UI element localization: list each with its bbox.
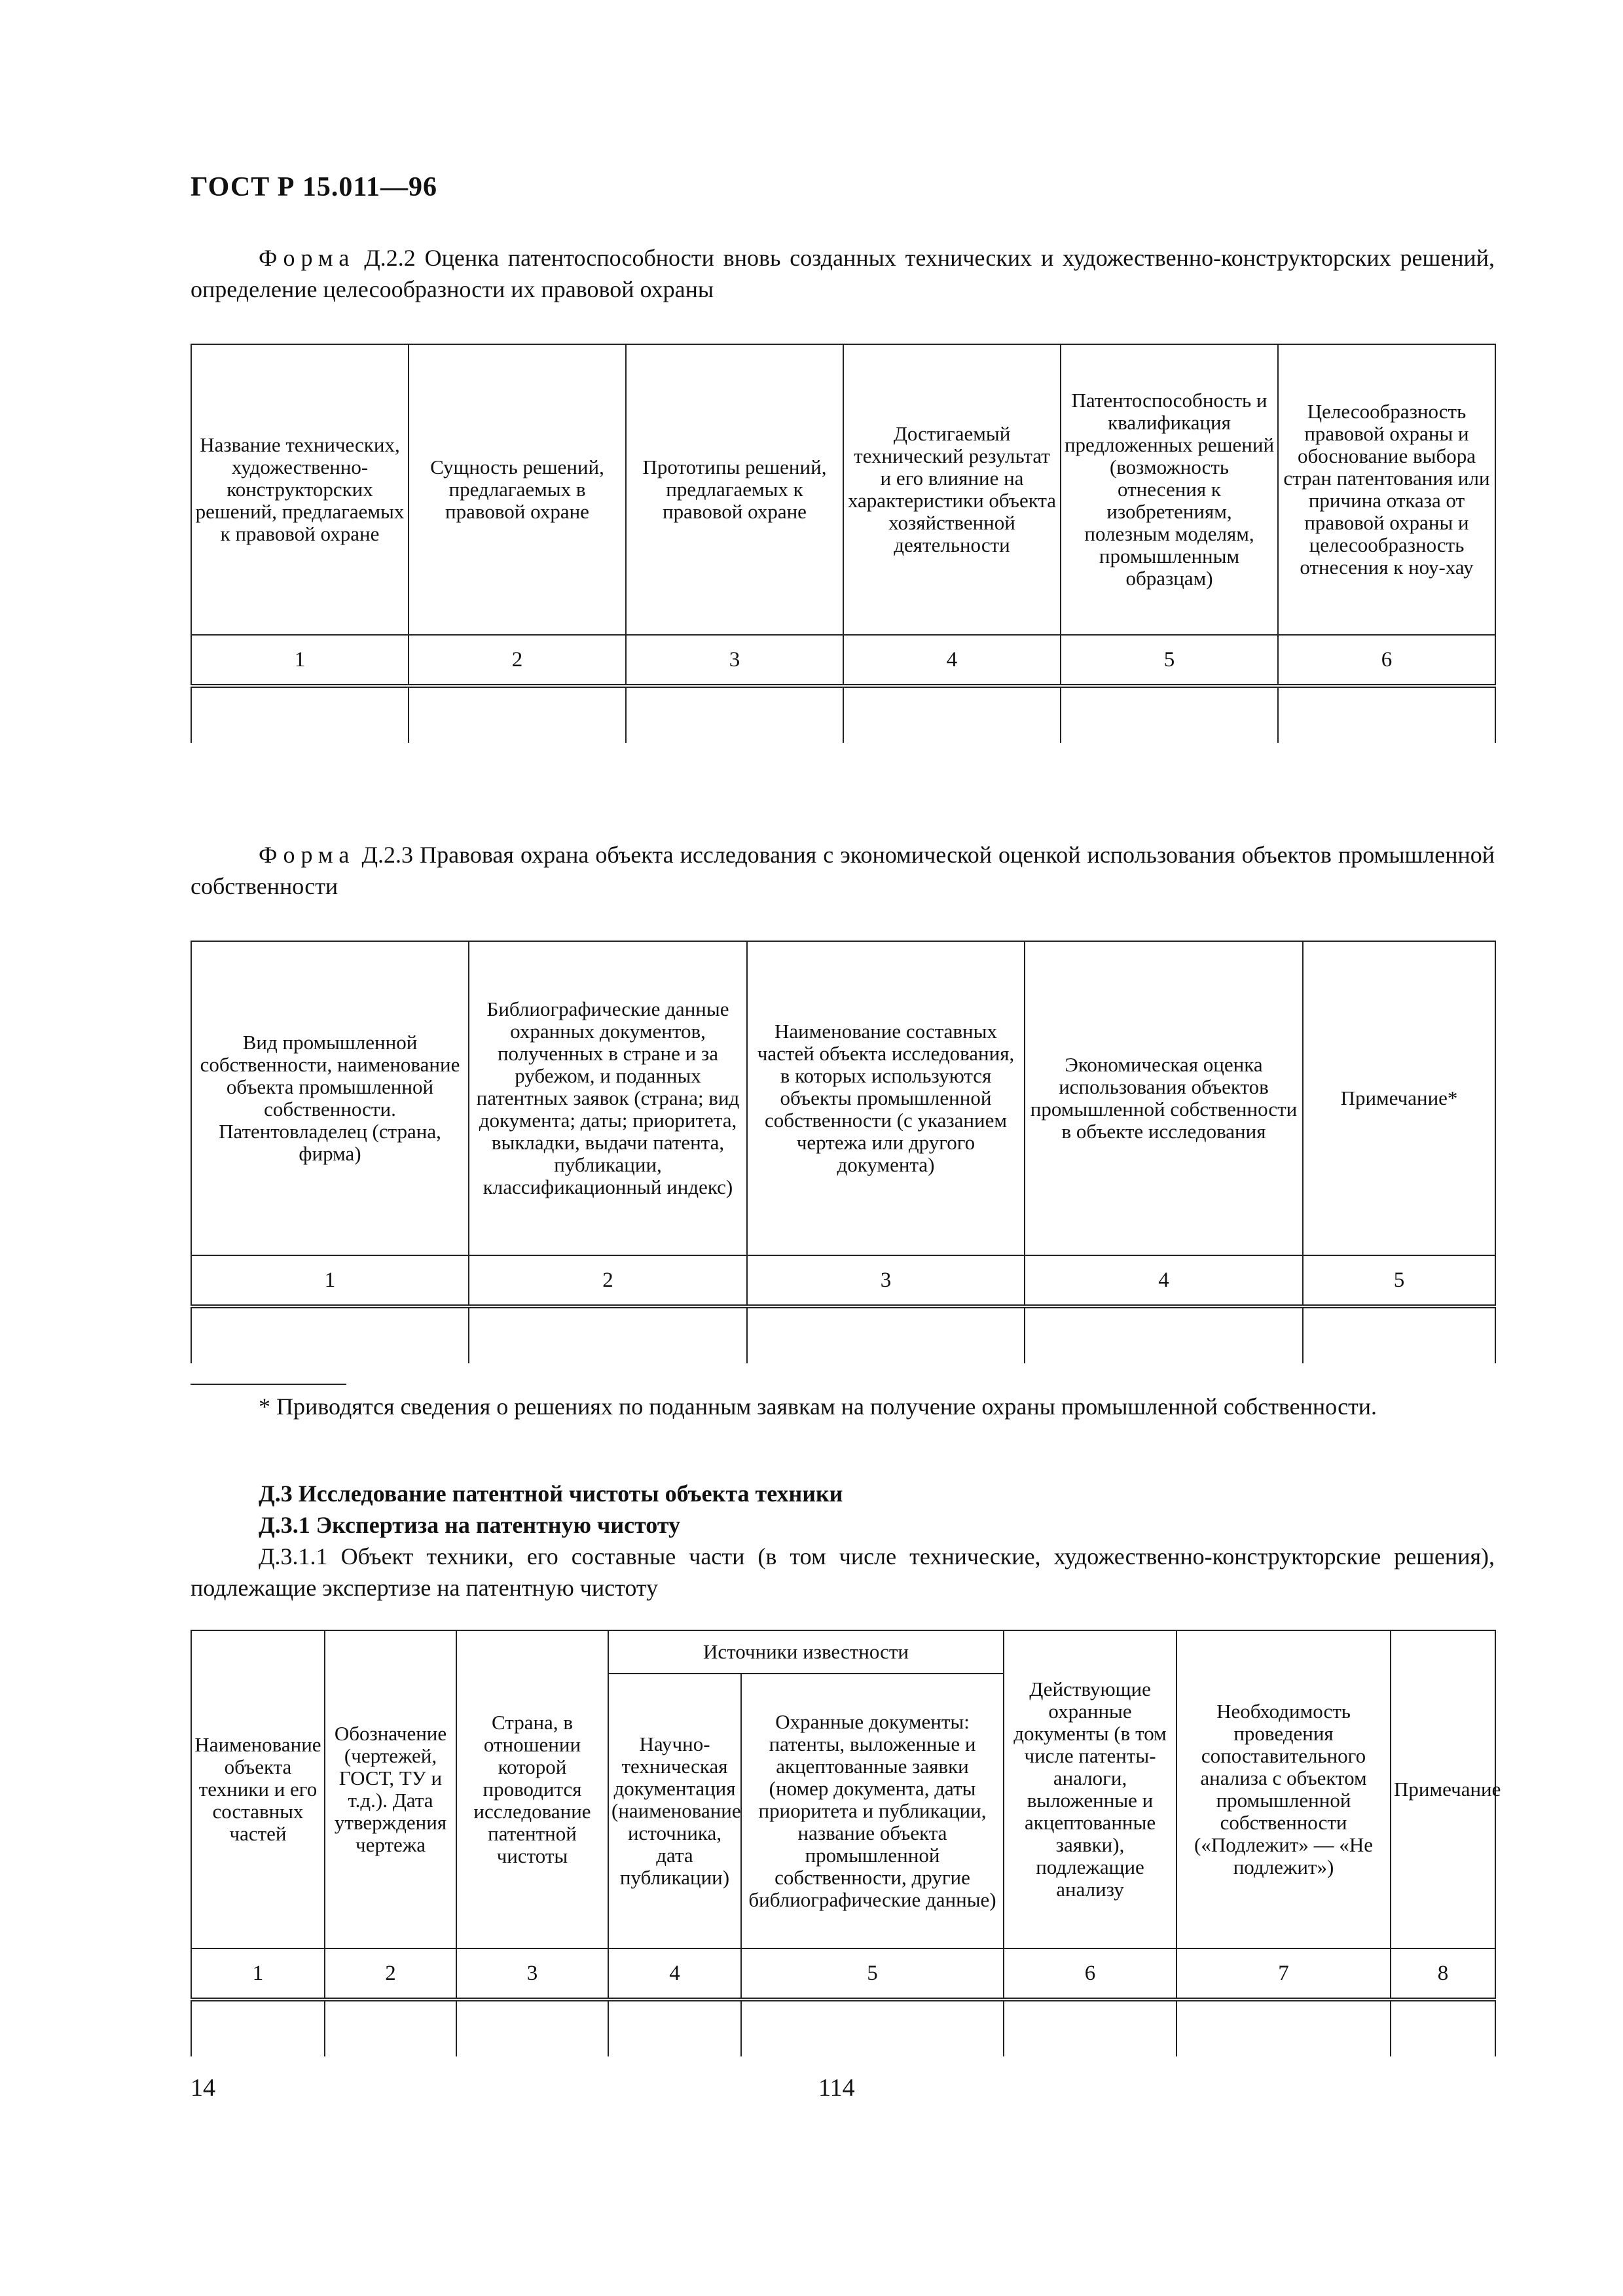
section-heading-text: Д.3.1 Экспертиза на патентную чистоту (259, 1512, 681, 1538)
column-header: Целесообразность правовой охраны и обоснование выбора стран патентования или причина отказа от правовой охраны и целесообразность отнесения к ноу-хау (1278, 344, 1495, 635)
section-heading-d31 (191, 1509, 1495, 1541)
column-number: 2 (325, 1948, 456, 2000)
column-number: 3 (456, 1948, 608, 2000)
column-header: Экономическая оценка использования объектов промышленной собственности в объекте исследования (1025, 941, 1303, 1255)
table-row (191, 686, 1495, 743)
form-d22-caption (191, 242, 1495, 305)
form-label: Форма (259, 245, 356, 271)
form-label: Форма (259, 842, 356, 868)
column-number: 7 (1176, 1948, 1391, 2000)
table-header-row (191, 1630, 1495, 1674)
page-number-center: 114 (818, 2074, 855, 2102)
column-header: Достигаемый технический результат и его влияние на характеристики объекта хозяйственной деятельности (843, 344, 1061, 635)
table-row (191, 2000, 1495, 2056)
column-number-row (191, 1948, 1495, 2000)
footnote-text: * Приводятся сведения о решениях по поданным заявкам на получение охраны промышленной собственности. (259, 1393, 1377, 1420)
form-d23-caption (191, 839, 1495, 902)
column-number: 1 (191, 1948, 325, 2000)
form-d22-title: Д.2.2 Оценка патентоспособности вновь созданных технических и художественно-конструкторских решений, определение целесообразности их правовой охраны (191, 245, 1495, 302)
section-heading-text: Д.3 Исследование патентной чистоты объекта техники (259, 1480, 843, 1507)
column-number: 4 (1025, 1255, 1303, 1306)
paragraph-d311 (191, 1541, 1495, 1604)
document-header: ГОСТ Р 15.011—96 (191, 172, 438, 202)
footnote (191, 1391, 1495, 1422)
column-number: 4 (843, 635, 1061, 686)
form-d23-table (191, 941, 1496, 1363)
section-heading-d3 (191, 1478, 1495, 1509)
column-header: Страна, в отношении которой проводится исследование патентной чистоты (456, 1630, 608, 1948)
column-header: Охранные документы: патенты, выложенные и акцептованные заявки (номер документа, даты приоритета и публикации, название объекта промышленной собственности, другие библиографические данные) (741, 1674, 1004, 1948)
column-header: Прототипы решений, предлагаемых к правовой охране (626, 344, 843, 635)
column-header: Действующие охранные документы (в том числе патенты-аналоги, выложенные и акцептованные заявки), подлежащие анализу (1004, 1630, 1176, 1948)
column-number: 4 (608, 1948, 741, 2000)
column-number-row (191, 635, 1495, 686)
table-header-row (191, 941, 1495, 1255)
column-number: 1 (191, 635, 409, 686)
column-number: 5 (1061, 635, 1278, 686)
column-number: 5 (741, 1948, 1004, 2000)
table-row (191, 1306, 1495, 1363)
column-header: Сущность решений, предлагаемых в правовой охране (409, 344, 626, 635)
column-number: 8 (1391, 1948, 1495, 2000)
patent-purity-table (191, 1630, 1501, 2056)
column-header: Вид промышленной собственности, наименование объекта промышленной собственности. Патентовладелец (страна, фирма) (191, 941, 469, 1255)
column-header: Библиографические данные охранных документов, полученных в стране и за рубежом, и поданных патентных заявок (страна; вид документа; даты; приоритета, выкладки, выдачи патента, публикации, классификационный индекс) (469, 941, 747, 1255)
paragraph-text: Д.3.1.1 Объект техники, его составные части (в том числе технические, художественно-конструкторские решения), подлежащие экспертизе на патентную чистоту (191, 1543, 1495, 1601)
column-header: Наименование составных частей объекта исследования, в которых используются объекты промышленной собственности (с указанием чертежа или другого документа) (747, 941, 1025, 1255)
column-header: Наименование объекта техники и его составных частей (191, 1630, 325, 1948)
column-number: 3 (626, 635, 843, 686)
column-header: Примечание* (1303, 941, 1495, 1255)
column-number-row (191, 1255, 1495, 1306)
column-number: 5 (1303, 1255, 1495, 1306)
column-number: 6 (1278, 635, 1495, 686)
column-number: 3 (747, 1255, 1025, 1306)
column-header: Обозначение (чертежей, ГОСТ, ТУ и т.д.). Дата утверждения чертежа (325, 1630, 456, 1948)
group-header: Источники известности (608, 1630, 1004, 1674)
column-header: Научно-техническая документация (наименование источника, дата публикации) (608, 1674, 741, 1948)
page-number-left: 14 (191, 2074, 215, 2102)
column-header: Примечание (1391, 1630, 1495, 1948)
column-header: Патентоспособность и квалификация предложенных решений (возможность отнесения к изобретениям, полезным моделям, промышленным образцам) (1061, 344, 1278, 635)
column-number: 2 (469, 1255, 747, 1306)
form-d23-title: Д.2.3 Правовая охрана объекта исследования с экономической оценкой использования объектов промышленной собственности (191, 842, 1495, 899)
column-number: 2 (409, 635, 626, 686)
column-number: 1 (191, 1255, 469, 1306)
table-header-row (191, 344, 1495, 635)
column-header: Необходимость проведения сопоставительного анализа с объектом промышленной собственности («Подлежит» — «Не подлежит») (1176, 1630, 1391, 1948)
column-number: 6 (1004, 1948, 1176, 2000)
column-header: Название технических, художественно-конструкторских решений, предлагаемых к правовой охране (191, 344, 409, 635)
footnote-rule (191, 1384, 346, 1385)
form-d22-table (191, 344, 1496, 743)
